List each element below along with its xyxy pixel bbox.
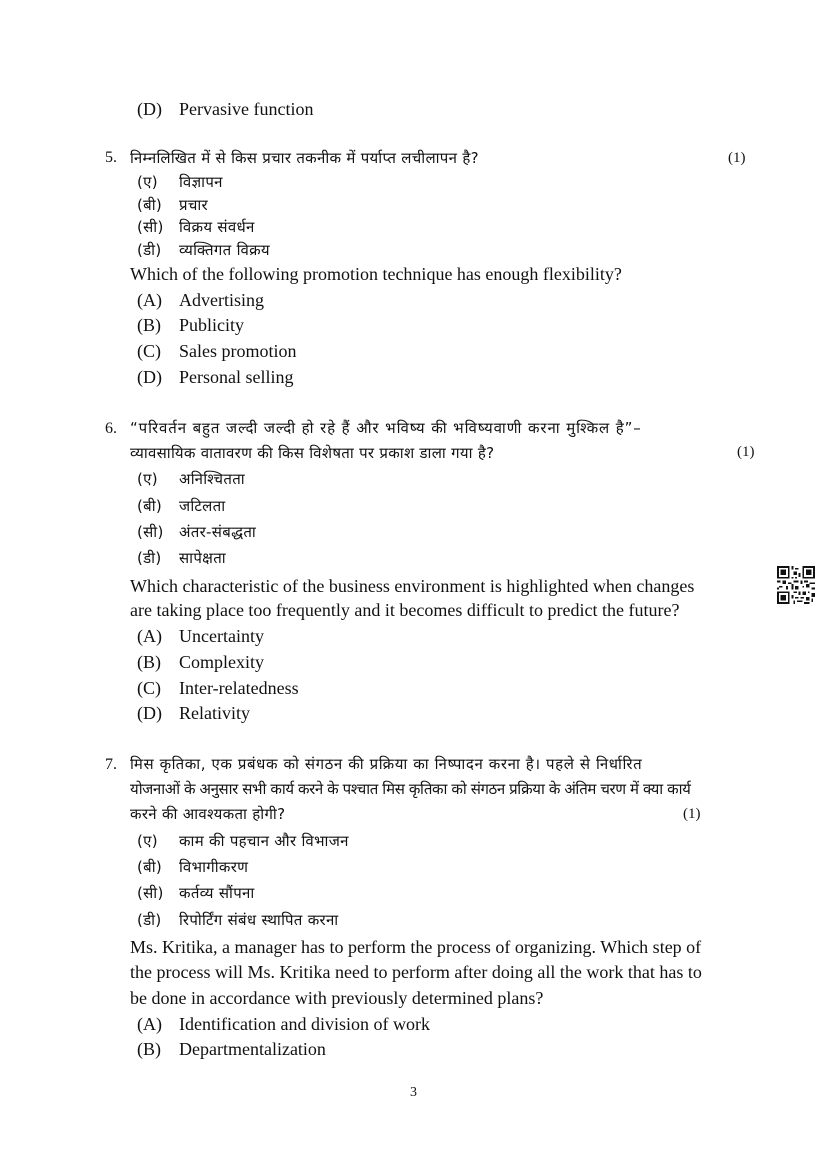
q7-number: 7.: [105, 756, 117, 773]
q7-marks: (1): [683, 806, 701, 822]
q6-hindi-option-b: (बी) जटिलता: [137, 497, 226, 515]
q5-english-option-c: (C) Sales promotion: [137, 341, 297, 361]
q5-hindi-option-c: (सी) विक्रय संवर्धन: [137, 218, 255, 236]
q6-english-option-c: (C) Inter-relatedness: [137, 678, 299, 698]
q6-english-question-line2: are taking place too frequently and it becomes difficult to predict the future?: [130, 600, 680, 620]
option-label: (D): [137, 99, 162, 119]
q5-hindi-option-d: (डी) व्यक्तिगत विक्रय: [137, 241, 270, 259]
q7-hindi-question-line3: करने की आवश्यकता होगी?: [130, 805, 286, 823]
q6-number: 6.: [105, 420, 117, 437]
q5-number: 5.: [105, 149, 117, 166]
option-text: Pervasive function: [179, 99, 314, 119]
q6-hindi-option-d: (डी) सापेक्षता: [137, 549, 226, 567]
q7-english-option-b: (B) Departmentalization: [137, 1039, 326, 1059]
q7-english-question-line1: Ms. Kritika, a manager has to perform the process of organizing. Which step of: [130, 937, 702, 957]
q6-english-option-d: (D) Relativity: [137, 703, 250, 723]
page-number: 3: [410, 1085, 417, 1100]
q5-marks: (1): [728, 150, 746, 166]
q7-hindi-question-line2: योजनाओं के अनुसार सभी कार्य करने के पश्चात मिस कृतिका को संगठन प्रक्रिया के अंतिम चरण में क्या कार्य: [130, 780, 691, 798]
q5-hindi-option-a: (ए) विज्ञापन: [137, 173, 223, 191]
q6-english-option-a: (A) Uncertainty: [137, 626, 264, 646]
q6-hindi-question-line2: व्यावसायिक वातावरण की किस विशेषता पर प्रकाश डाला गया है?: [130, 444, 495, 462]
q7-hindi-option-b: (बी) विभागीकरण: [137, 858, 249, 876]
q5-hindi-option-b: (बी) प्रचार: [137, 196, 208, 214]
q6-hindi-option-c: (सी) अंतर-संबद्धता: [137, 523, 257, 541]
q6-hindi-option-a: (ए) अनिश्चितता: [137, 470, 245, 488]
q5-english-option-d: (D) Personal selling: [137, 367, 294, 387]
q7-english-question-line2: the process will Ms. Kritika need to perform after doing all the work that has to: [130, 962, 702, 982]
q5-english-option-a: (A) Advertising: [137, 290, 264, 310]
q5-english-option-b: (B) Publicity: [137, 315, 245, 335]
q7-hindi-question-line1: मिस कृतिका, एक प्रबंधक को संगठन की प्रक्रिया का निष्पादन करना है। पहले से निर्धारित: [130, 755, 643, 773]
option-d-previous: [137, 99, 313, 120]
q6-hindi-question-line1: “परिवर्तन बहुत जल्दी जल्दी हो रहे हैं और भविष्य की भविष्यवाणी करना मुश्किल है”–: [130, 419, 642, 437]
q6-english-option-b: (B) Complexity: [137, 652, 264, 672]
q5-english-question: Which of the following promotion technique has enough flexibility?: [130, 264, 622, 284]
q7-english-question-line3: be done in accordance with previously determined plans?: [130, 988, 544, 1008]
q7-hindi-option-d: (डी) रिपोर्टिंग संबंध स्थापित करना: [137, 911, 339, 929]
q7-hindi-option-c: (सी) कर्तव्य सौंपना: [137, 884, 255, 902]
q7-english-option-a: (A) Identification and division of work: [137, 1014, 430, 1034]
qr-code-icon: [777, 566, 815, 604]
q6-marks: (1): [737, 444, 755, 460]
q6-english-question-line1: Which characteristic of the business environment is highlighted when changes: [130, 576, 695, 596]
q5-hindi-question: निम्नलिखित में से किस प्रचार तकनीक में पर्याप्त लचीलापन है?: [130, 149, 479, 167]
q7-hindi-option-a: (ए) काम की पहचान और विभाजन: [137, 832, 349, 850]
